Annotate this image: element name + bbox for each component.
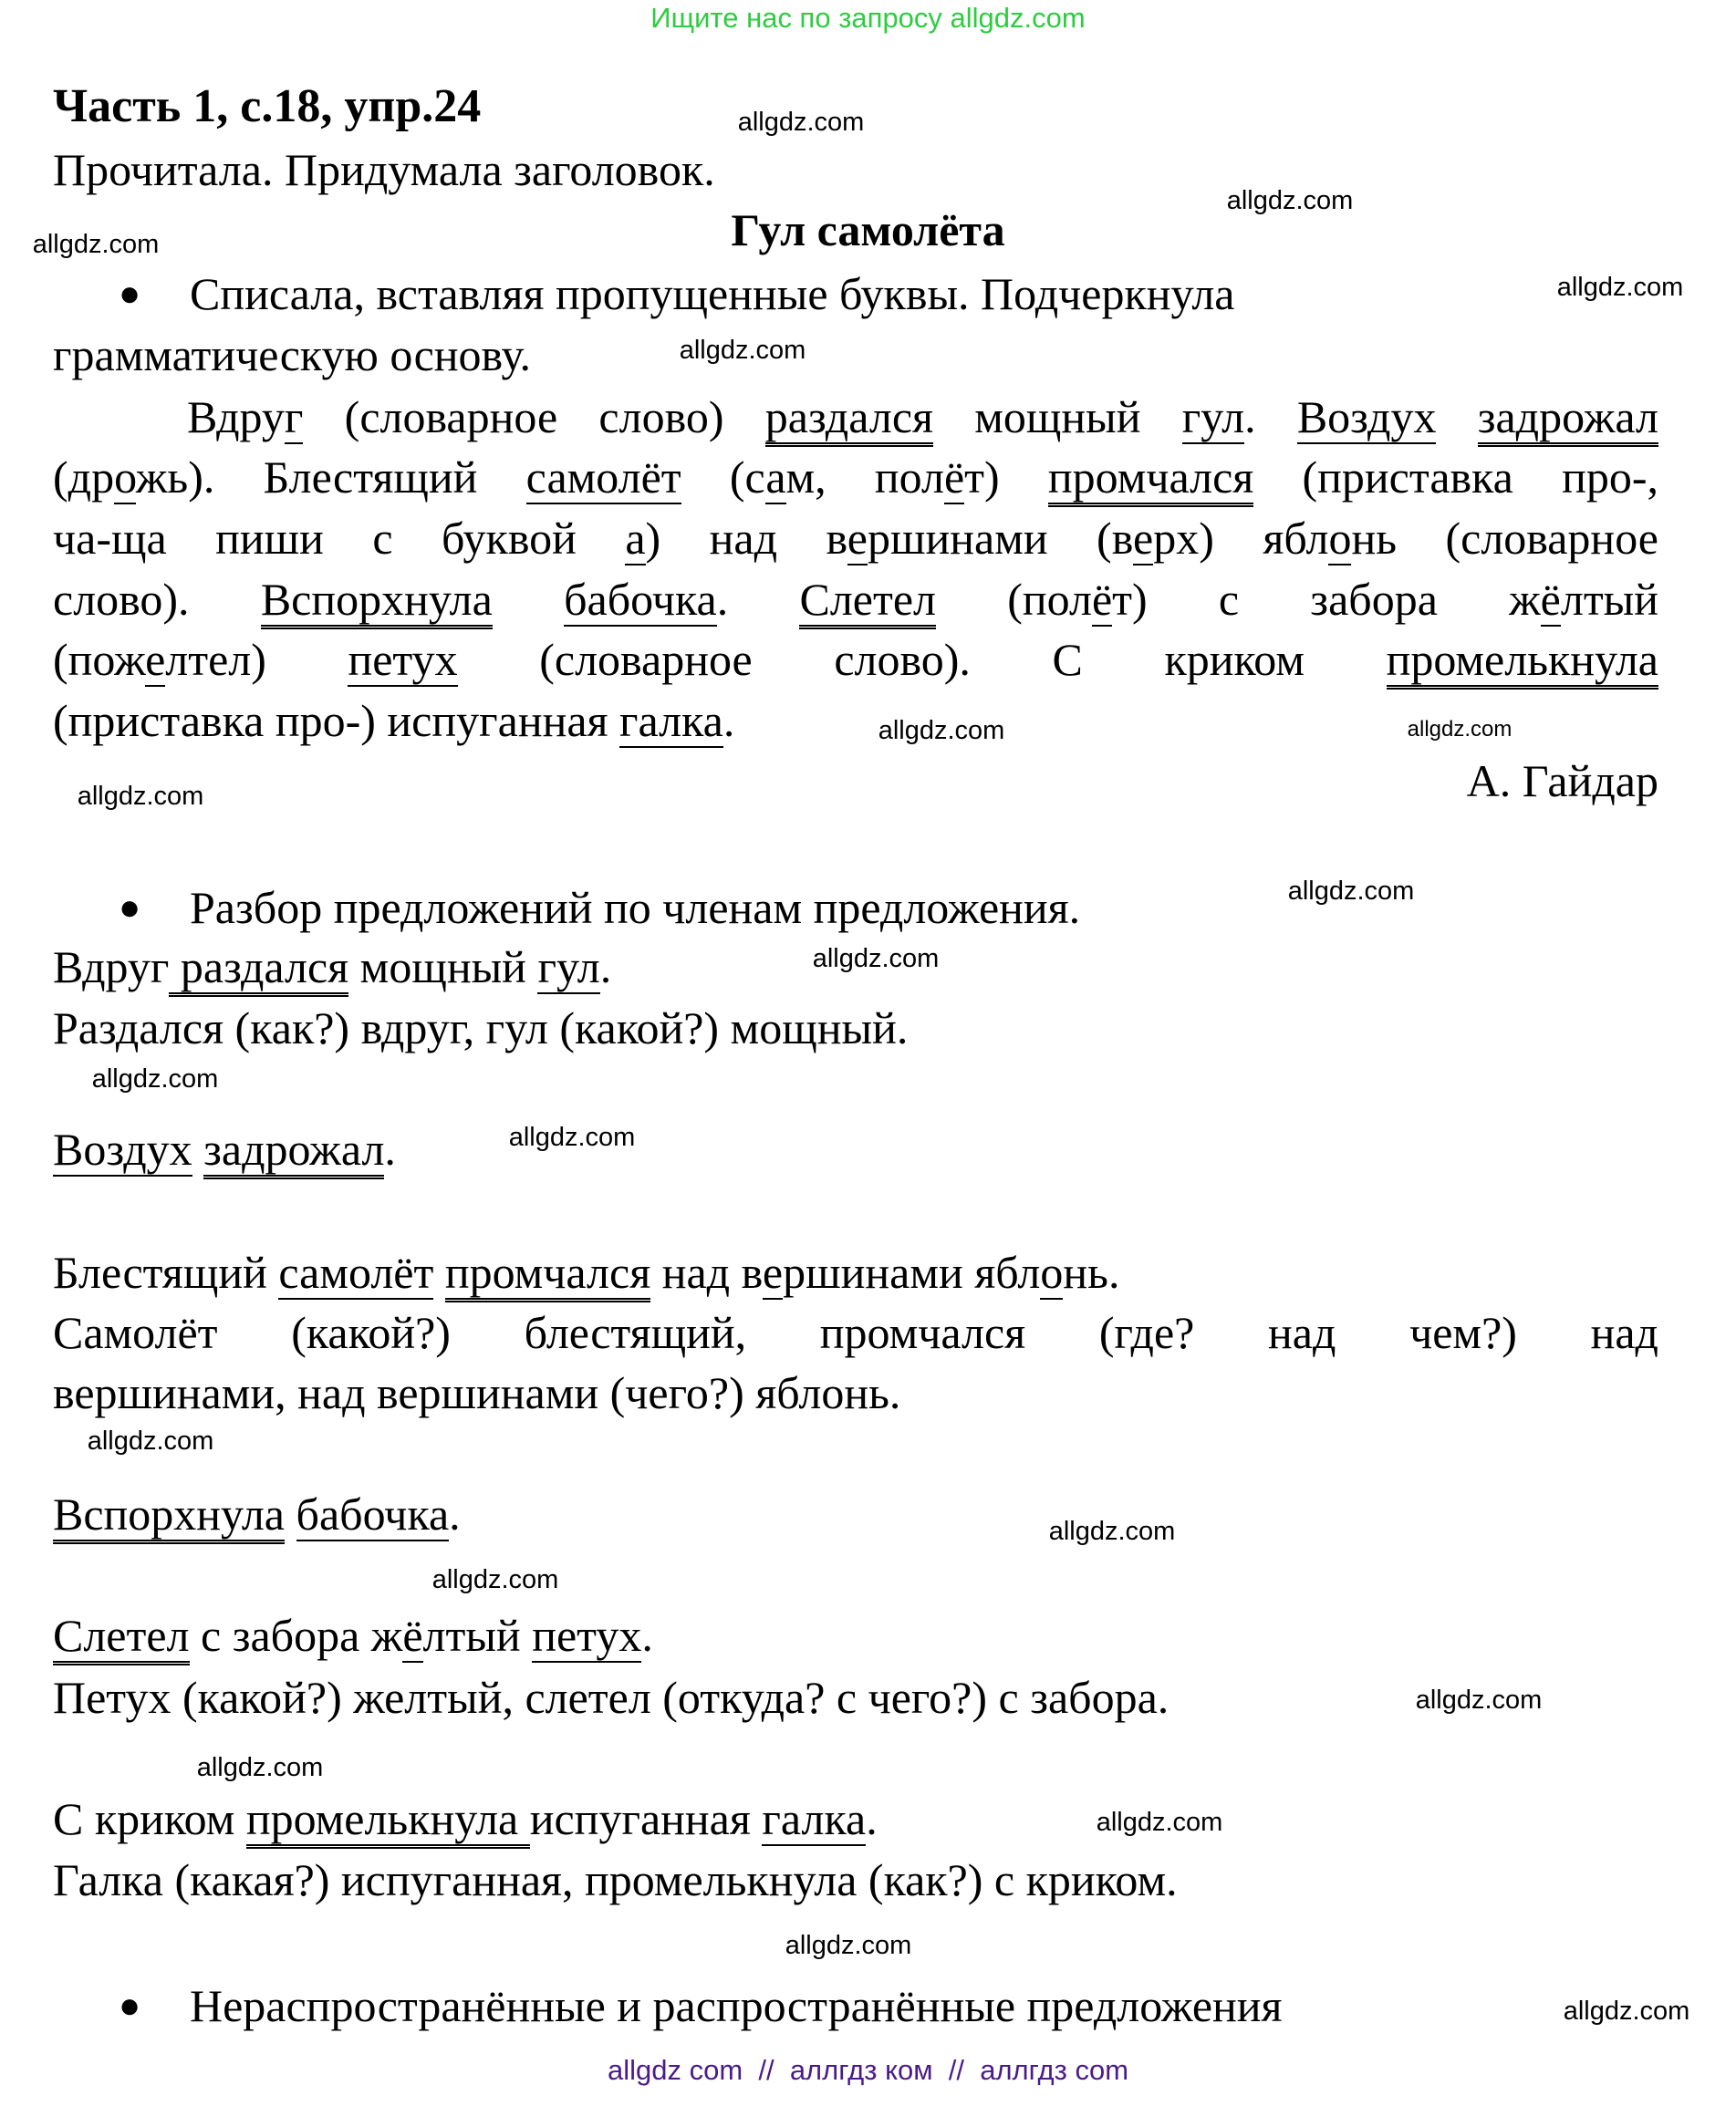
watermark-text: allgdz.com (1287, 877, 1415, 906)
watermark-text: allgdz.com (431, 1565, 559, 1594)
predicate-double-underline: раздался (765, 391, 933, 447)
vowel-underline: е (1133, 513, 1154, 564)
task-text-continued: грамматическую основу. (53, 329, 531, 380)
subject-underline: гул (537, 941, 600, 992)
text-segment: Галка (какая?) испуганная, промелькнула (как?) с криком. (53, 1854, 1178, 1905)
watermark-text: allgdz.com (196, 1753, 324, 1782)
analysis-line (53, 1789, 878, 1849)
text-segment (493, 574, 564, 625)
task-text: Списала, вставляя пропущенные буквы. Подчеркнула (190, 268, 1235, 319)
text-segment: ча-ща пиши с буквой (53, 513, 626, 564)
analysis-line (53, 1242, 1119, 1302)
watermark-text: allgdz.com (878, 716, 1005, 745)
search-promo-link[interactable]: Ищите нас по запросу allgdz.com (650, 2, 1086, 34)
sentence-types-heading: Нераспространённые и распространённые предложения (190, 1980, 1283, 2031)
text-segment: . (384, 1124, 396, 1175)
bullet-icon: ● (119, 273, 141, 314)
watermark-text: allgdz.com (1415, 1686, 1543, 1715)
watermark-text: allgdz.com (679, 336, 806, 365)
text-segment: Петух (какой?) желтый, слетел (откуда? с чего?) с забора. (53, 1672, 1169, 1723)
story-line (53, 629, 1658, 690)
text-segment: С криком (53, 1793, 246, 1844)
subject-underline: петух (532, 1610, 642, 1661)
analysis-heading: Разбор предложений по членам предложения. (190, 882, 1081, 933)
analysis-line (53, 1484, 461, 1544)
text-segment: нь. (1063, 1247, 1120, 1298)
predicate-double-underline: Вспорхнула (261, 574, 493, 629)
text-segment: (приставка про-) испуганная (53, 695, 620, 746)
text-segment: ршинами ябл (783, 1247, 1041, 1298)
vowel-underline: ё (1540, 574, 1561, 625)
vowel-underline: ё (943, 451, 965, 503)
text-segment: над в (650, 1247, 763, 1298)
text-segment: (приставка про-, (1253, 451, 1658, 503)
text-segment: . (599, 941, 612, 992)
text-segment (192, 1124, 204, 1175)
watermark-text: allgdz.com (508, 1123, 636, 1152)
subject-underline: галка (619, 695, 723, 746)
text-segment: . (722, 695, 735, 746)
text-segment: (словарное слово). С криком (457, 634, 1387, 685)
analysis-line (53, 1605, 653, 1665)
story-line (187, 387, 1658, 447)
text-segment: . (866, 1793, 878, 1844)
text-segment: (словарное слово) (303, 391, 765, 442)
text-segment (285, 1489, 296, 1540)
analysis-line (53, 1363, 900, 1423)
analysis-line (53, 998, 908, 1058)
text-segment: Самолёт (какой?) блестящий, промчался (где? над чем?) над (53, 1307, 1658, 1358)
text-segment: т) (964, 451, 1048, 503)
exercise-heading: Часть 1, с.18, упр.24 (53, 80, 482, 132)
watermark-text: allgdz.com (32, 230, 160, 259)
bullet-icon: ● (119, 887, 141, 928)
watermark-text: allgdz.com (1226, 186, 1354, 215)
predicate-double-underline: задрожал (1478, 391, 1658, 447)
predicate-double-underline: Вспорхнула (53, 1489, 285, 1544)
text-segment: т) с забора ж (1112, 574, 1541, 625)
text-segment: (с (681, 451, 766, 503)
watermark-text: allgdz.com (785, 1931, 912, 1960)
vowel-underline: о (114, 451, 136, 503)
text-segment: . (1244, 391, 1297, 442)
text-segment: ршинами (в (868, 513, 1134, 564)
watermark-text: allgdz.com (1048, 1517, 1176, 1546)
watermark-text: allgdz.com (1563, 1997, 1690, 2026)
vowel-underline: ё (402, 1610, 423, 1661)
text-segment: жь). Блестящий (135, 451, 526, 503)
text-segment: лтый (422, 1610, 533, 1661)
text-segment: слово). (53, 574, 261, 625)
watermark-text: allgdz.com (1407, 717, 1513, 742)
text-segment: . (716, 574, 800, 625)
predicate-double-underline: промчался (445, 1247, 650, 1302)
watermark-text: allgdz.com (77, 782, 204, 811)
subject-underline: петух (348, 634, 458, 685)
vowel-underline: е (847, 513, 868, 564)
subject-underline: гул (1181, 391, 1245, 442)
subject-underline: Воздух (53, 1124, 192, 1175)
story-line (53, 569, 1658, 629)
analysis-line (53, 1302, 1658, 1363)
text-segment: ) над в (645, 513, 847, 564)
text-segment (433, 1247, 445, 1298)
bullet-icon: ● (119, 1985, 141, 2026)
analysis-line (53, 1119, 396, 1179)
vowel-underline: е (762, 1247, 784, 1298)
text-segment: Блестящий (53, 1247, 279, 1298)
subject-underline: самолёт (525, 451, 681, 503)
predicate-double-underline: промчался (1048, 451, 1253, 507)
text-segment: мощный (348, 941, 538, 992)
story-line (53, 508, 1658, 568)
text-segment: с забора ж (189, 1610, 403, 1661)
vowel-underline: о (1040, 1247, 1064, 1298)
text-segment: лтый (1560, 574, 1659, 625)
footer-links[interactable]: allgdz com // аллгдз ком // аллгдз com (607, 2054, 1129, 2086)
text-segment: (пож (53, 634, 146, 685)
text-segment: лтел) (165, 634, 348, 685)
text-segment: нь (словарное (1351, 513, 1658, 564)
story-author: А. Гайдар (1466, 755, 1658, 806)
text-segment: . (449, 1489, 461, 1540)
watermark-text: allgdz.com (91, 1064, 219, 1094)
text-segment: мощный (933, 391, 1182, 442)
subject-underline: бабочка (296, 1489, 450, 1540)
text-segment: Вдруг (53, 941, 170, 992)
predicate-double-underline: раздался (169, 941, 348, 997)
vowel-underline: а (625, 513, 646, 564)
text-segment: рх) ябл (1153, 513, 1329, 564)
text-segment: Вдру (187, 391, 285, 442)
watermark-text: allgdz.com (1096, 1808, 1223, 1837)
text-segment: вершинами, над вершинами (чего?) яблонь. (53, 1367, 901, 1418)
vowel-underline: о (1328, 513, 1352, 564)
text-segment: испуганная (529, 1793, 763, 1844)
intro-text: Прочитала. Придумала заголовок. (53, 144, 715, 195)
predicate-double-underline: промелькнула (246, 1793, 530, 1849)
vowel-underline: е (145, 634, 166, 685)
text-segment: . (641, 1610, 653, 1661)
predicate-double-underline: промелькнула (1387, 634, 1658, 690)
vowel-underline: г (284, 391, 304, 442)
story-line (53, 690, 734, 751)
watermark-text: allgdz.com (737, 108, 865, 137)
analysis-line (53, 1850, 1178, 1910)
watermark-text: allgdz.com (1556, 273, 1684, 302)
analysis-line (53, 1667, 1169, 1727)
subject-underline: галка (762, 1793, 867, 1844)
subject-underline: самолёт (278, 1247, 434, 1298)
watermark-text: allgdz.com (87, 1426, 214, 1456)
story-title: Гул самолёта (731, 204, 1005, 255)
predicate-double-underline: Слетел (53, 1610, 190, 1665)
vowel-underline: ё (1091, 574, 1113, 625)
analysis-line (53, 937, 611, 997)
text-segment: м, пол (785, 451, 944, 503)
vowel-underline: а (765, 451, 786, 503)
text-segment: (пол (935, 574, 1092, 625)
subject-underline: Воздух (1296, 391, 1437, 442)
text-segment: (др (53, 451, 115, 503)
text-segment: Раздался (как?) вдруг, гул (какой?) мощный. (53, 1002, 909, 1053)
subject-underline: бабочка (564, 574, 717, 625)
story-line (53, 447, 1658, 507)
watermark-text: allgdz.com (812, 944, 940, 973)
predicate-double-underline: Слетел (799, 574, 936, 629)
text-segment (1436, 391, 1477, 442)
predicate-double-underline: задрожал (203, 1124, 384, 1179)
